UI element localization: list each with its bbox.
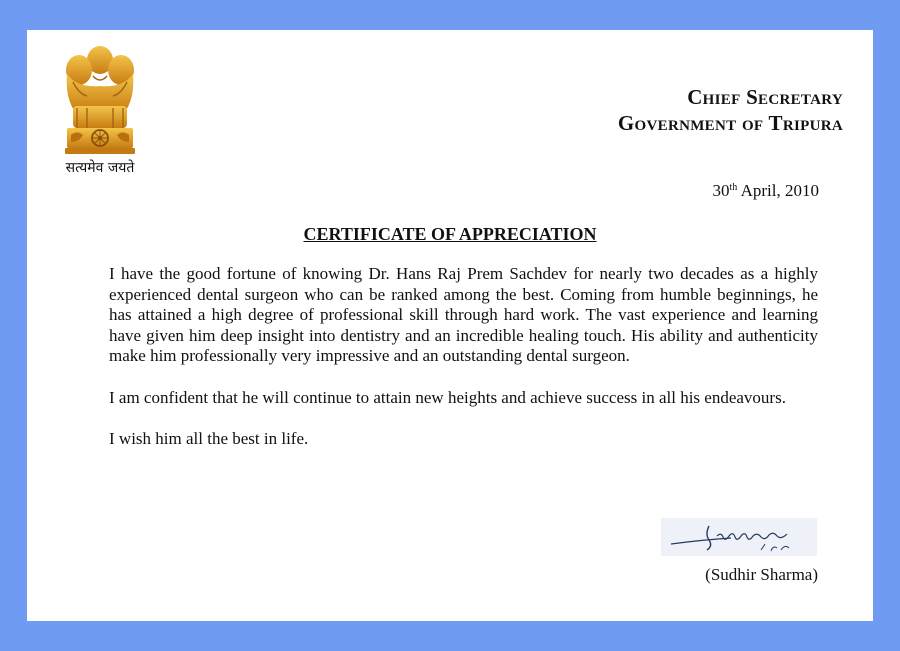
- national-motto: सत्यमेव जयते: [65, 160, 135, 176]
- office-title: Chief Secretary: [687, 85, 843, 109]
- issue-date: [713, 181, 819, 201]
- issuing-office: [618, 84, 843, 136]
- certificate-body: [109, 264, 818, 471]
- certificate-sheet: [27, 30, 873, 621]
- date-suffix: th: [729, 182, 738, 193]
- body-paragraph: I have the good fortune of knowing Dr. Hans Raj Prem Sachdev for nearly two decades as a highly experienced dental surgeon who can be ranked among the best. Coming from humble beginnings, he has attained a high degree of professional skill through hard work. The vast experience and learning have given him deep insight into dentistry and an incredible healing touch. His ability and authenticity make him professionally very impressive and an outstanding dental surgeon.: [109, 264, 818, 365]
- handwritten-signature: [661, 518, 817, 556]
- office-government: Government of Tripura: [617, 111, 843, 135]
- body-paragraph: I wish him all the best in life.: [109, 429, 309, 448]
- certificate-title: CERTIFICATE OF APPRECIATION: [303, 224, 597, 244]
- signatory-name: (Sudhir Sharma): [705, 565, 818, 584]
- national-emblem-icon: [57, 42, 143, 158]
- date-day: 30: [712, 181, 730, 200]
- date-month-year: April, 2010: [737, 181, 819, 200]
- body-paragraph: I am confident that he will continue to attain new heights and achieve success in all his endeavours.: [109, 387, 786, 407]
